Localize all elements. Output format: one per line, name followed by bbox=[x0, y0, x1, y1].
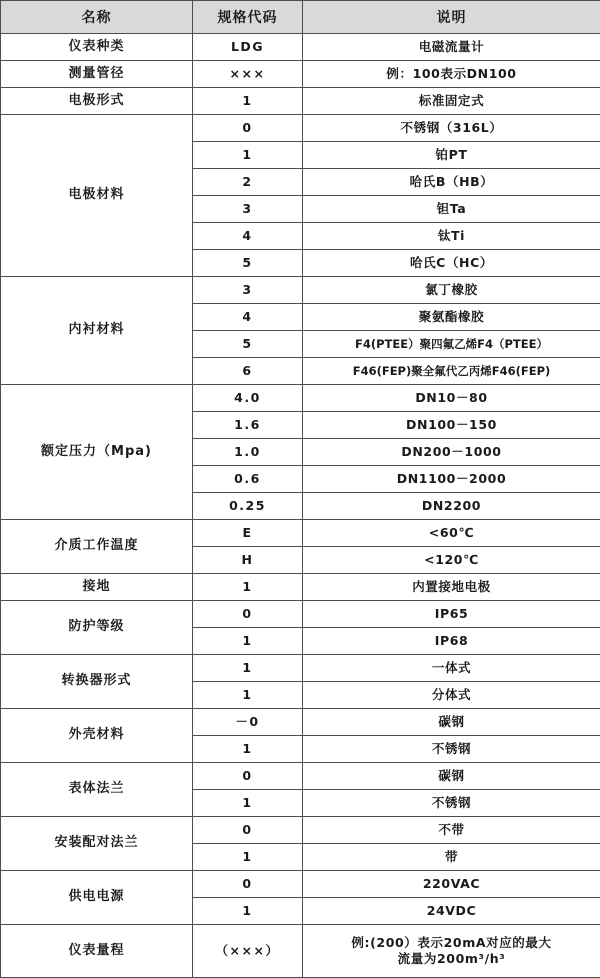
row-name: 电极材料 bbox=[1, 115, 193, 277]
row-description bbox=[303, 925, 600, 978]
row-name: 内衬材料 bbox=[1, 277, 193, 385]
table-row bbox=[1, 115, 600, 142]
row-name: 接地 bbox=[1, 574, 193, 601]
row-code: 1 bbox=[193, 790, 303, 817]
row-name: 介质工作温度 bbox=[1, 520, 193, 574]
row-code: 0 bbox=[193, 871, 303, 898]
row-name: 仪表种类 bbox=[1, 34, 193, 61]
row-description: DN10－80 bbox=[303, 385, 600, 412]
row-code: H bbox=[193, 547, 303, 574]
row-code: 1 bbox=[193, 682, 303, 709]
row-name: 安装配对法兰 bbox=[1, 817, 193, 871]
row-description: IP68 bbox=[303, 628, 600, 655]
row-description: 内置接地电极 bbox=[303, 574, 600, 601]
row-name: 转换器形式 bbox=[1, 655, 193, 709]
table-header bbox=[1, 1, 600, 34]
row-code: 0.25 bbox=[193, 493, 303, 520]
table-row bbox=[1, 61, 600, 88]
row-code: 3 bbox=[193, 196, 303, 223]
table-row bbox=[1, 601, 600, 628]
table-row bbox=[1, 709, 600, 736]
row-code: 1 bbox=[193, 142, 303, 169]
row-description: 分体式 bbox=[303, 682, 600, 709]
row-code: 1 bbox=[193, 574, 303, 601]
table-row bbox=[1, 925, 600, 978]
row-description: 聚氨酯橡胶 bbox=[303, 304, 600, 331]
row-name: 供电电源 bbox=[1, 871, 193, 925]
row-code: 1 bbox=[193, 628, 303, 655]
row-name: 测量管径 bbox=[1, 61, 193, 88]
header-code: 规格代码 bbox=[193, 1, 303, 34]
row-description: <60℃ bbox=[303, 520, 600, 547]
row-description: <120℃ bbox=[303, 547, 600, 574]
table-row bbox=[1, 871, 600, 898]
row-code: LDG bbox=[193, 34, 303, 61]
row-description-line1: 例:(200）表示20mA对应的最大 bbox=[351, 935, 551, 950]
row-description: 不锈钢 bbox=[303, 736, 600, 763]
header-row bbox=[1, 1, 600, 34]
header-name: 名称 bbox=[1, 1, 193, 34]
row-description: DN1100－2000 bbox=[303, 466, 600, 493]
table-row bbox=[1, 574, 600, 601]
table-row bbox=[1, 520, 600, 547]
row-code: 0 bbox=[193, 115, 303, 142]
table-body bbox=[1, 34, 600, 978]
row-code: 1 bbox=[193, 898, 303, 925]
row-name: 额定压力（Mpa) bbox=[1, 385, 193, 520]
row-code: 4 bbox=[193, 304, 303, 331]
table-row bbox=[1, 763, 600, 790]
row-code: 4.0 bbox=[193, 385, 303, 412]
table-row bbox=[1, 34, 600, 61]
row-description: 标准固定式 bbox=[303, 88, 600, 115]
row-description: DN100－150 bbox=[303, 412, 600, 439]
table-row bbox=[1, 88, 600, 115]
row-code: 3 bbox=[193, 277, 303, 304]
row-description: 不带 bbox=[303, 817, 600, 844]
row-description: 电磁流量计 bbox=[303, 34, 600, 61]
row-description: 24VDC bbox=[303, 898, 600, 925]
row-name: 防护等级 bbox=[1, 601, 193, 655]
row-code: 6 bbox=[193, 358, 303, 385]
row-description: 带 bbox=[303, 844, 600, 871]
row-description: 220VAC bbox=[303, 871, 600, 898]
row-description: 碳钢 bbox=[303, 763, 600, 790]
row-description: 钽Ta bbox=[303, 196, 600, 223]
row-description: 铂PT bbox=[303, 142, 600, 169]
row-code: 1 bbox=[193, 88, 303, 115]
row-code: E bbox=[193, 520, 303, 547]
row-code: 5 bbox=[193, 250, 303, 277]
row-description: 一体式 bbox=[303, 655, 600, 682]
row-description: 不锈钢 bbox=[303, 790, 600, 817]
row-code: 1.0 bbox=[193, 439, 303, 466]
row-description: 哈氏B（HB） bbox=[303, 169, 600, 196]
table-row bbox=[1, 277, 600, 304]
table-row bbox=[1, 385, 600, 412]
row-code: 0.6 bbox=[193, 466, 303, 493]
row-name: 外壳材料 bbox=[1, 709, 193, 763]
row-description: DN2200 bbox=[303, 493, 600, 520]
header-desc: 说明 bbox=[303, 1, 600, 34]
row-code: 1 bbox=[193, 736, 303, 763]
row-code: 1.6 bbox=[193, 412, 303, 439]
row-code: 5 bbox=[193, 331, 303, 358]
table-row bbox=[1, 817, 600, 844]
row-code: 1 bbox=[193, 844, 303, 871]
row-description: 氯丁橡胶 bbox=[303, 277, 600, 304]
row-description: 哈氏C（HC） bbox=[303, 250, 600, 277]
row-code: ××× bbox=[193, 61, 303, 88]
row-description: 例：100表示DN100 bbox=[303, 61, 600, 88]
table-row bbox=[1, 655, 600, 682]
row-code: －0 bbox=[193, 709, 303, 736]
row-code: 0 bbox=[193, 817, 303, 844]
row-description-line2: 流量为200m³/h³ bbox=[305, 951, 598, 967]
row-description: DN200－1000 bbox=[303, 439, 600, 466]
row-name: 电极形式 bbox=[1, 88, 193, 115]
row-name: 仪表量程 bbox=[1, 925, 193, 978]
row-description: F46(FEP)聚全氟代乙丙烯F46(FEP) bbox=[303, 358, 600, 385]
row-description: 不锈钢（316L） bbox=[303, 115, 600, 142]
row-description: F4(PTEE）聚四氟乙烯F4（PTEE） bbox=[303, 331, 600, 358]
row-code: 1 bbox=[193, 655, 303, 682]
row-code: 4 bbox=[193, 223, 303, 250]
row-description: 碳钢 bbox=[303, 709, 600, 736]
row-description: IP65 bbox=[303, 601, 600, 628]
row-name: 表体法兰 bbox=[1, 763, 193, 817]
row-description: 钛Ti bbox=[303, 223, 600, 250]
row-code: （×××） bbox=[193, 925, 303, 978]
row-code: 0 bbox=[193, 763, 303, 790]
row-code: 2 bbox=[193, 169, 303, 196]
row-code: 0 bbox=[193, 601, 303, 628]
